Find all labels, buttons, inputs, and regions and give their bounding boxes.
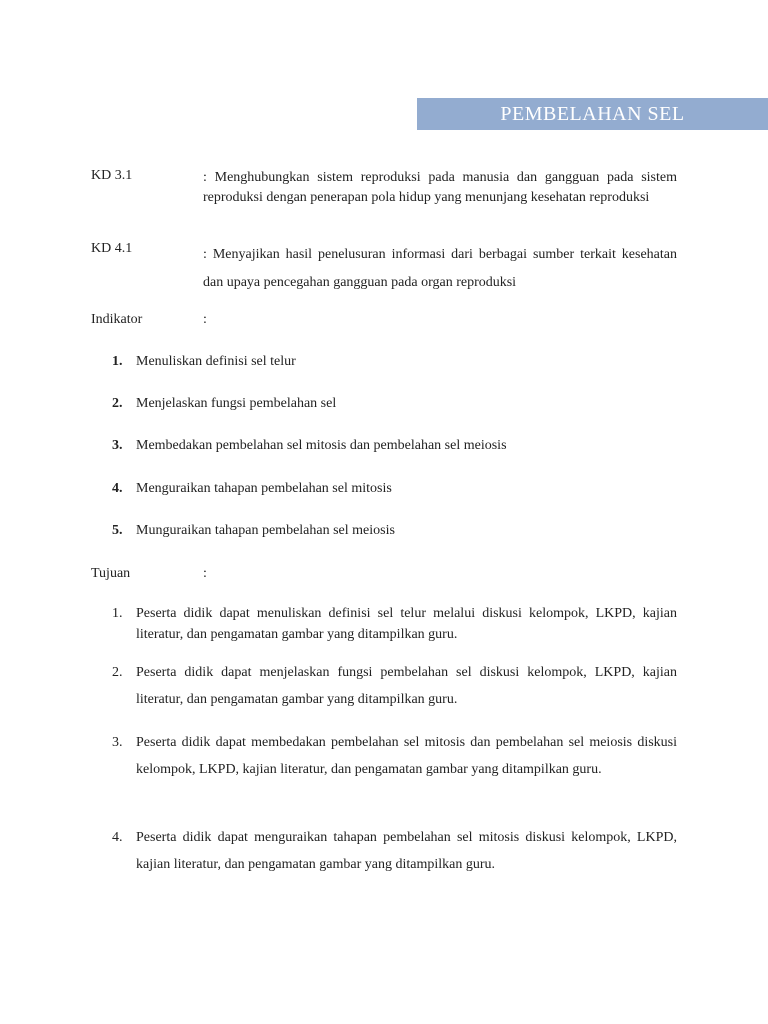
tujuan-item	[112, 603, 677, 645]
indikator-item	[112, 438, 507, 454]
kd-3-1-label: KD 3.1	[91, 168, 133, 183]
tujuan-text: Peserta didik dapat menguraikan tahapan pembelahan sel mitosis diskusi kelompok, LKPD, kajian literatur, dan pengamatan gambar yang ditampilkan guru.	[136, 830, 677, 872]
indikator-number: 3.	[112, 438, 123, 453]
tujuan-item	[112, 824, 677, 878]
indikator-number: 4.	[112, 481, 123, 496]
kd-4-1-label: KD 4.1	[91, 241, 133, 256]
tujuan-text: Peserta didik dapat menuliskan definisi sel telur melalui diskusi kelompok, LKPD, kajian literatur, dan pengamatan gambar yang ditampilkan guru.	[136, 606, 677, 642]
kd-4-1-text: : Menyajikan hasil penelusuran informasi dari berbagai sumber terkait kesehatan dan upaya pencegahan gangguan pada organ reproduksi	[203, 247, 677, 290]
indikator-item	[112, 396, 336, 412]
indikator-label: Indikator	[91, 312, 143, 327]
indikator-text: Munguraikan tahapan pembelahan sel meiosis	[136, 523, 395, 538]
tujuan-label: Tujuan	[91, 566, 131, 581]
indikator-item	[112, 354, 296, 370]
tujuan-text: Peserta didik dapat menjelaskan fungsi pembelahan sel diskusi kelompok, LKPD, kajian literatur, dan pengamatan gambar yang ditampilkan guru.	[136, 665, 677, 707]
page-title: PEMBELAHAN SEL	[417, 98, 768, 130]
tujuan-item	[112, 659, 677, 713]
kd-3-1-text: : Menghubungkan sistem reproduksi pada manusia dan gangguan pada sistem reproduksi dengan penerapan pola hidup yang menunjang kesehatan reproduksi	[203, 170, 677, 205]
indikator-number: 2.	[112, 396, 123, 411]
indikator-item	[112, 481, 392, 497]
tujuan-item	[112, 729, 677, 783]
tujuan-number: 1.	[112, 606, 123, 621]
tujuan-number: 4.	[112, 830, 123, 845]
indikator-number: 1.	[112, 354, 123, 369]
tujuan-number: 3.	[112, 735, 123, 750]
indikator-colon: :	[203, 312, 207, 327]
indikator-text: Menjelaskan fungsi pembelahan sel	[136, 396, 337, 411]
indikator-text: Menuliskan definisi sel telur	[136, 354, 296, 369]
indikator-text: Menguraikan tahapan pembelahan sel mitosis	[136, 481, 392, 496]
tujuan-colon: :	[203, 566, 207, 581]
tujuan-number: 2.	[112, 665, 123, 680]
indikator-number: 5.	[112, 523, 123, 538]
indikator-item	[112, 523, 395, 539]
tujuan-text: Peserta didik dapat membedakan pembelahan sel mitosis dan pembelahan sel meiosis diskusi kelompok, LKPD, kajian literatur, dan pengamatan gambar yang ditampilkan guru.	[136, 735, 677, 777]
indikator-text: Membedakan pembelahan sel mitosis dan pembelahan sel meiosis	[136, 438, 507, 453]
